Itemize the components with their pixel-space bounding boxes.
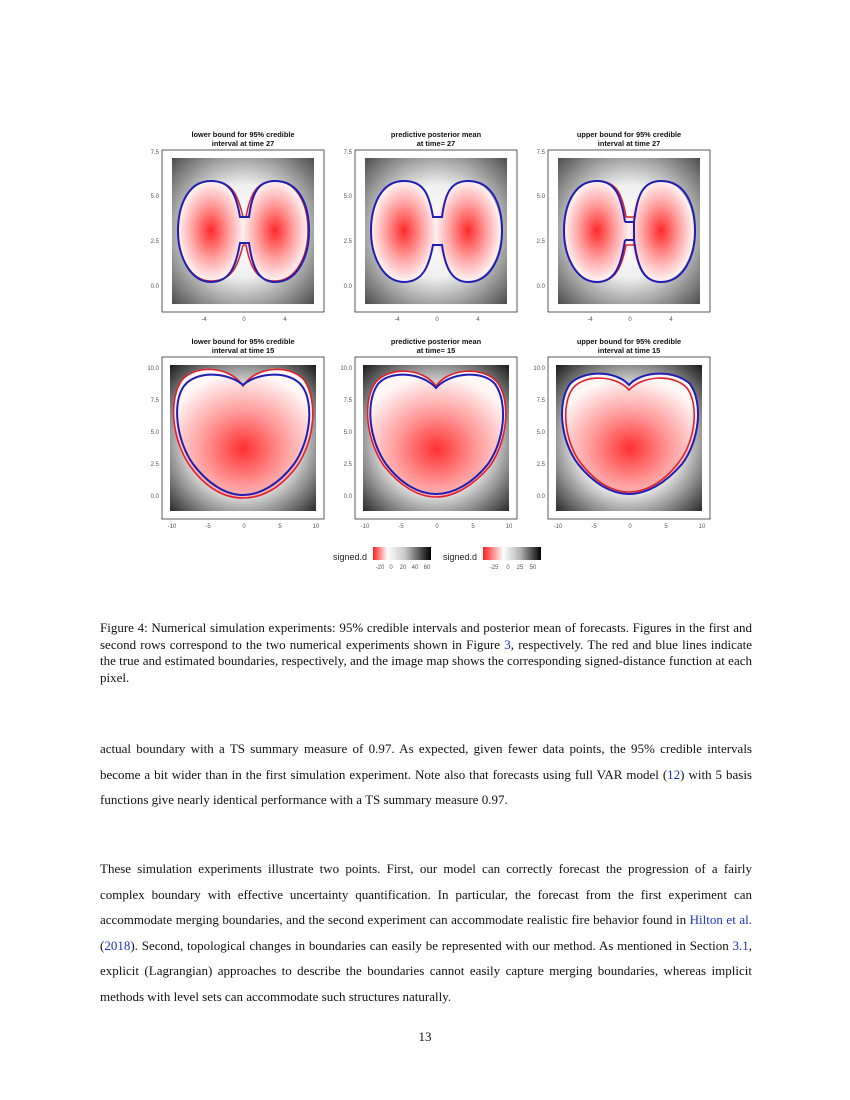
- xtick: 10: [312, 524, 320, 530]
- paragraph-text: , explicit (Lagrangian) approaches to describe the boundaries cannot easily capture merging boundaries, whereas implicit methods with level sets can accommodate such structures naturally.: [100, 937, 752, 1004]
- ytick: 2.5: [150, 239, 159, 245]
- row2-x-axis-labels: [168, 524, 706, 530]
- ytick: 7.5: [536, 150, 545, 156]
- legend-colorbar: [373, 547, 431, 560]
- legend-tick: 20: [399, 565, 407, 571]
- legend-title: signed.d: [333, 552, 368, 562]
- panel-title: lower bound for 95% credible interval at time 27: [191, 130, 295, 148]
- panel-row1-col1: [162, 150, 324, 312]
- ytick: 0.0: [150, 494, 159, 500]
- paragraph-text: These simulation experiments illustrate two points. First, our model can correctly forecast the progression of a fairly complex boundary with effective uncertainty quantification. In particular, the forecast from the first experiment can accommodate merging boundaries, and the second experiment can accommodate realistic fire behavior found in: [100, 861, 752, 928]
- legend-tick: 0: [506, 565, 510, 571]
- legend-title: signed.d: [443, 552, 478, 562]
- ytick: 5.0: [343, 430, 352, 436]
- paragraph-text: (: [100, 937, 105, 953]
- panel-title: upper bound for 95% credible interval at time 27: [576, 130, 682, 148]
- ytick: 5.0: [150, 430, 159, 436]
- caption-label: Figure 4:: [100, 620, 148, 635]
- ytick: 0.0: [150, 284, 159, 290]
- panel-title: predictive posterior mean at time= 27: [390, 130, 482, 148]
- legend-2: [443, 547, 541, 571]
- legend-tick: 0: [389, 565, 393, 571]
- ytick: 7.5: [343, 150, 352, 156]
- page-number: 13: [418, 1029, 432, 1044]
- ytick: 2.5: [343, 462, 352, 468]
- panel-row1-col2: [355, 150, 517, 312]
- paragraph-text: ) with 5 basis functions give nearly identical performance with a TS summary measure 0.97.: [100, 766, 752, 808]
- ytick: 2.5: [536, 462, 545, 468]
- ytick: 5.0: [536, 430, 545, 436]
- xtick: 0: [435, 524, 439, 530]
- ytick: 2.5: [536, 239, 545, 245]
- panel-row2-col3: [548, 357, 710, 519]
- equation-reference-link[interactable]: 12: [667, 766, 681, 782]
- ytick: 0.0: [343, 494, 352, 500]
- paragraph-text: actual boundary with a TS summary measure of 0.97. As expected, given fewer data points, the 95% credible intervals become a bit wider than in the first simulation experiment. Note also that forecasts using full VAR model (: [100, 741, 752, 782]
- xtick: 4: [476, 317, 480, 323]
- figure-reference-link[interactable]: 3: [504, 636, 511, 652]
- xtick: -4: [201, 317, 207, 323]
- ytick: 5.0: [536, 194, 545, 200]
- xtick: 0: [628, 317, 632, 323]
- xtick: 10: [505, 524, 513, 530]
- ytick: 10.0: [340, 366, 352, 372]
- ytick: 10.0: [533, 366, 545, 372]
- caption-text: , respectively. The red and blue lines indicate the true and estimated boundaries, respectively, and the image map shows the corresponding signed-distance function at each pixel.: [100, 636, 752, 685]
- xtick: 5: [664, 524, 668, 530]
- paragraph-text: ). Second, topological changes in boundaries can easily be represented with our method. As mentioned in Section: [130, 937, 733, 953]
- xtick: -4: [394, 317, 400, 323]
- legend-colorbar: [483, 547, 541, 560]
- xtick: 0: [242, 317, 246, 323]
- xtick: 10: [698, 524, 706, 530]
- ytick: 5.0: [343, 194, 352, 200]
- legend-tick: 50: [529, 565, 537, 571]
- ytick: 0.0: [536, 494, 545, 500]
- ytick: 7.5: [150, 150, 159, 156]
- ytick: 2.5: [343, 239, 352, 245]
- caption-text: Numerical simulation experiments: 95% credible intervals and posterior mean of forecasts. Figures in the first and second rows correspond to the two numerical experiments shown in Figure: [100, 620, 752, 652]
- xtick: 5: [471, 524, 475, 530]
- xtick: -5: [591, 524, 597, 530]
- xtick: -10: [167, 524, 177, 530]
- panel-row2-col1: [162, 357, 324, 519]
- legend-tick: 40: [411, 565, 419, 571]
- legend-tick: 60: [423, 565, 431, 571]
- panel-row2-col2: [355, 357, 517, 519]
- row1-x-axis-labels: [201, 317, 673, 323]
- citation-year-link[interactable]: 2018: [104, 937, 131, 953]
- ytick: 5.0: [150, 194, 159, 200]
- panel-title: upper bound for 95% credible interval at time 15: [576, 337, 682, 355]
- xtick: 0: [435, 317, 439, 323]
- legend-1: [333, 547, 431, 571]
- xtick: -4: [587, 317, 593, 323]
- xtick: 0: [242, 524, 246, 530]
- figure-caption: [100, 620, 752, 686]
- xtick: -5: [398, 524, 404, 530]
- ytick: 7.5: [343, 398, 352, 404]
- xtick: 0: [628, 524, 632, 530]
- paragraph: [100, 736, 752, 813]
- ytick: 0.0: [343, 284, 352, 290]
- ytick: 10.0: [147, 366, 159, 372]
- xtick: 5: [278, 524, 282, 530]
- ytick: 0.0: [536, 284, 545, 290]
- xtick: -5: [205, 524, 211, 530]
- xtick: 4: [669, 317, 673, 323]
- legend-tick: -25: [489, 565, 499, 571]
- xtick: 4: [283, 317, 287, 323]
- xtick: -10: [360, 524, 370, 530]
- paragraph: [100, 856, 752, 1010]
- legend-tick: 25: [516, 565, 524, 571]
- citation-author-link[interactable]: Hilton et al.: [689, 912, 752, 928]
- section-reference-link[interactable]: 3.1: [732, 937, 749, 953]
- ytick: 7.5: [536, 398, 545, 404]
- panel-title: lower bound for 95% credible interval at time 15: [191, 337, 295, 355]
- ytick: 7.5: [150, 398, 159, 404]
- panel-title: predictive posterior mean at time= 15: [390, 337, 482, 355]
- panel-row1-col3: [548, 150, 710, 312]
- ytick: 2.5: [150, 462, 159, 468]
- legend-tick: -20: [375, 565, 385, 571]
- xtick: -10: [553, 524, 563, 530]
